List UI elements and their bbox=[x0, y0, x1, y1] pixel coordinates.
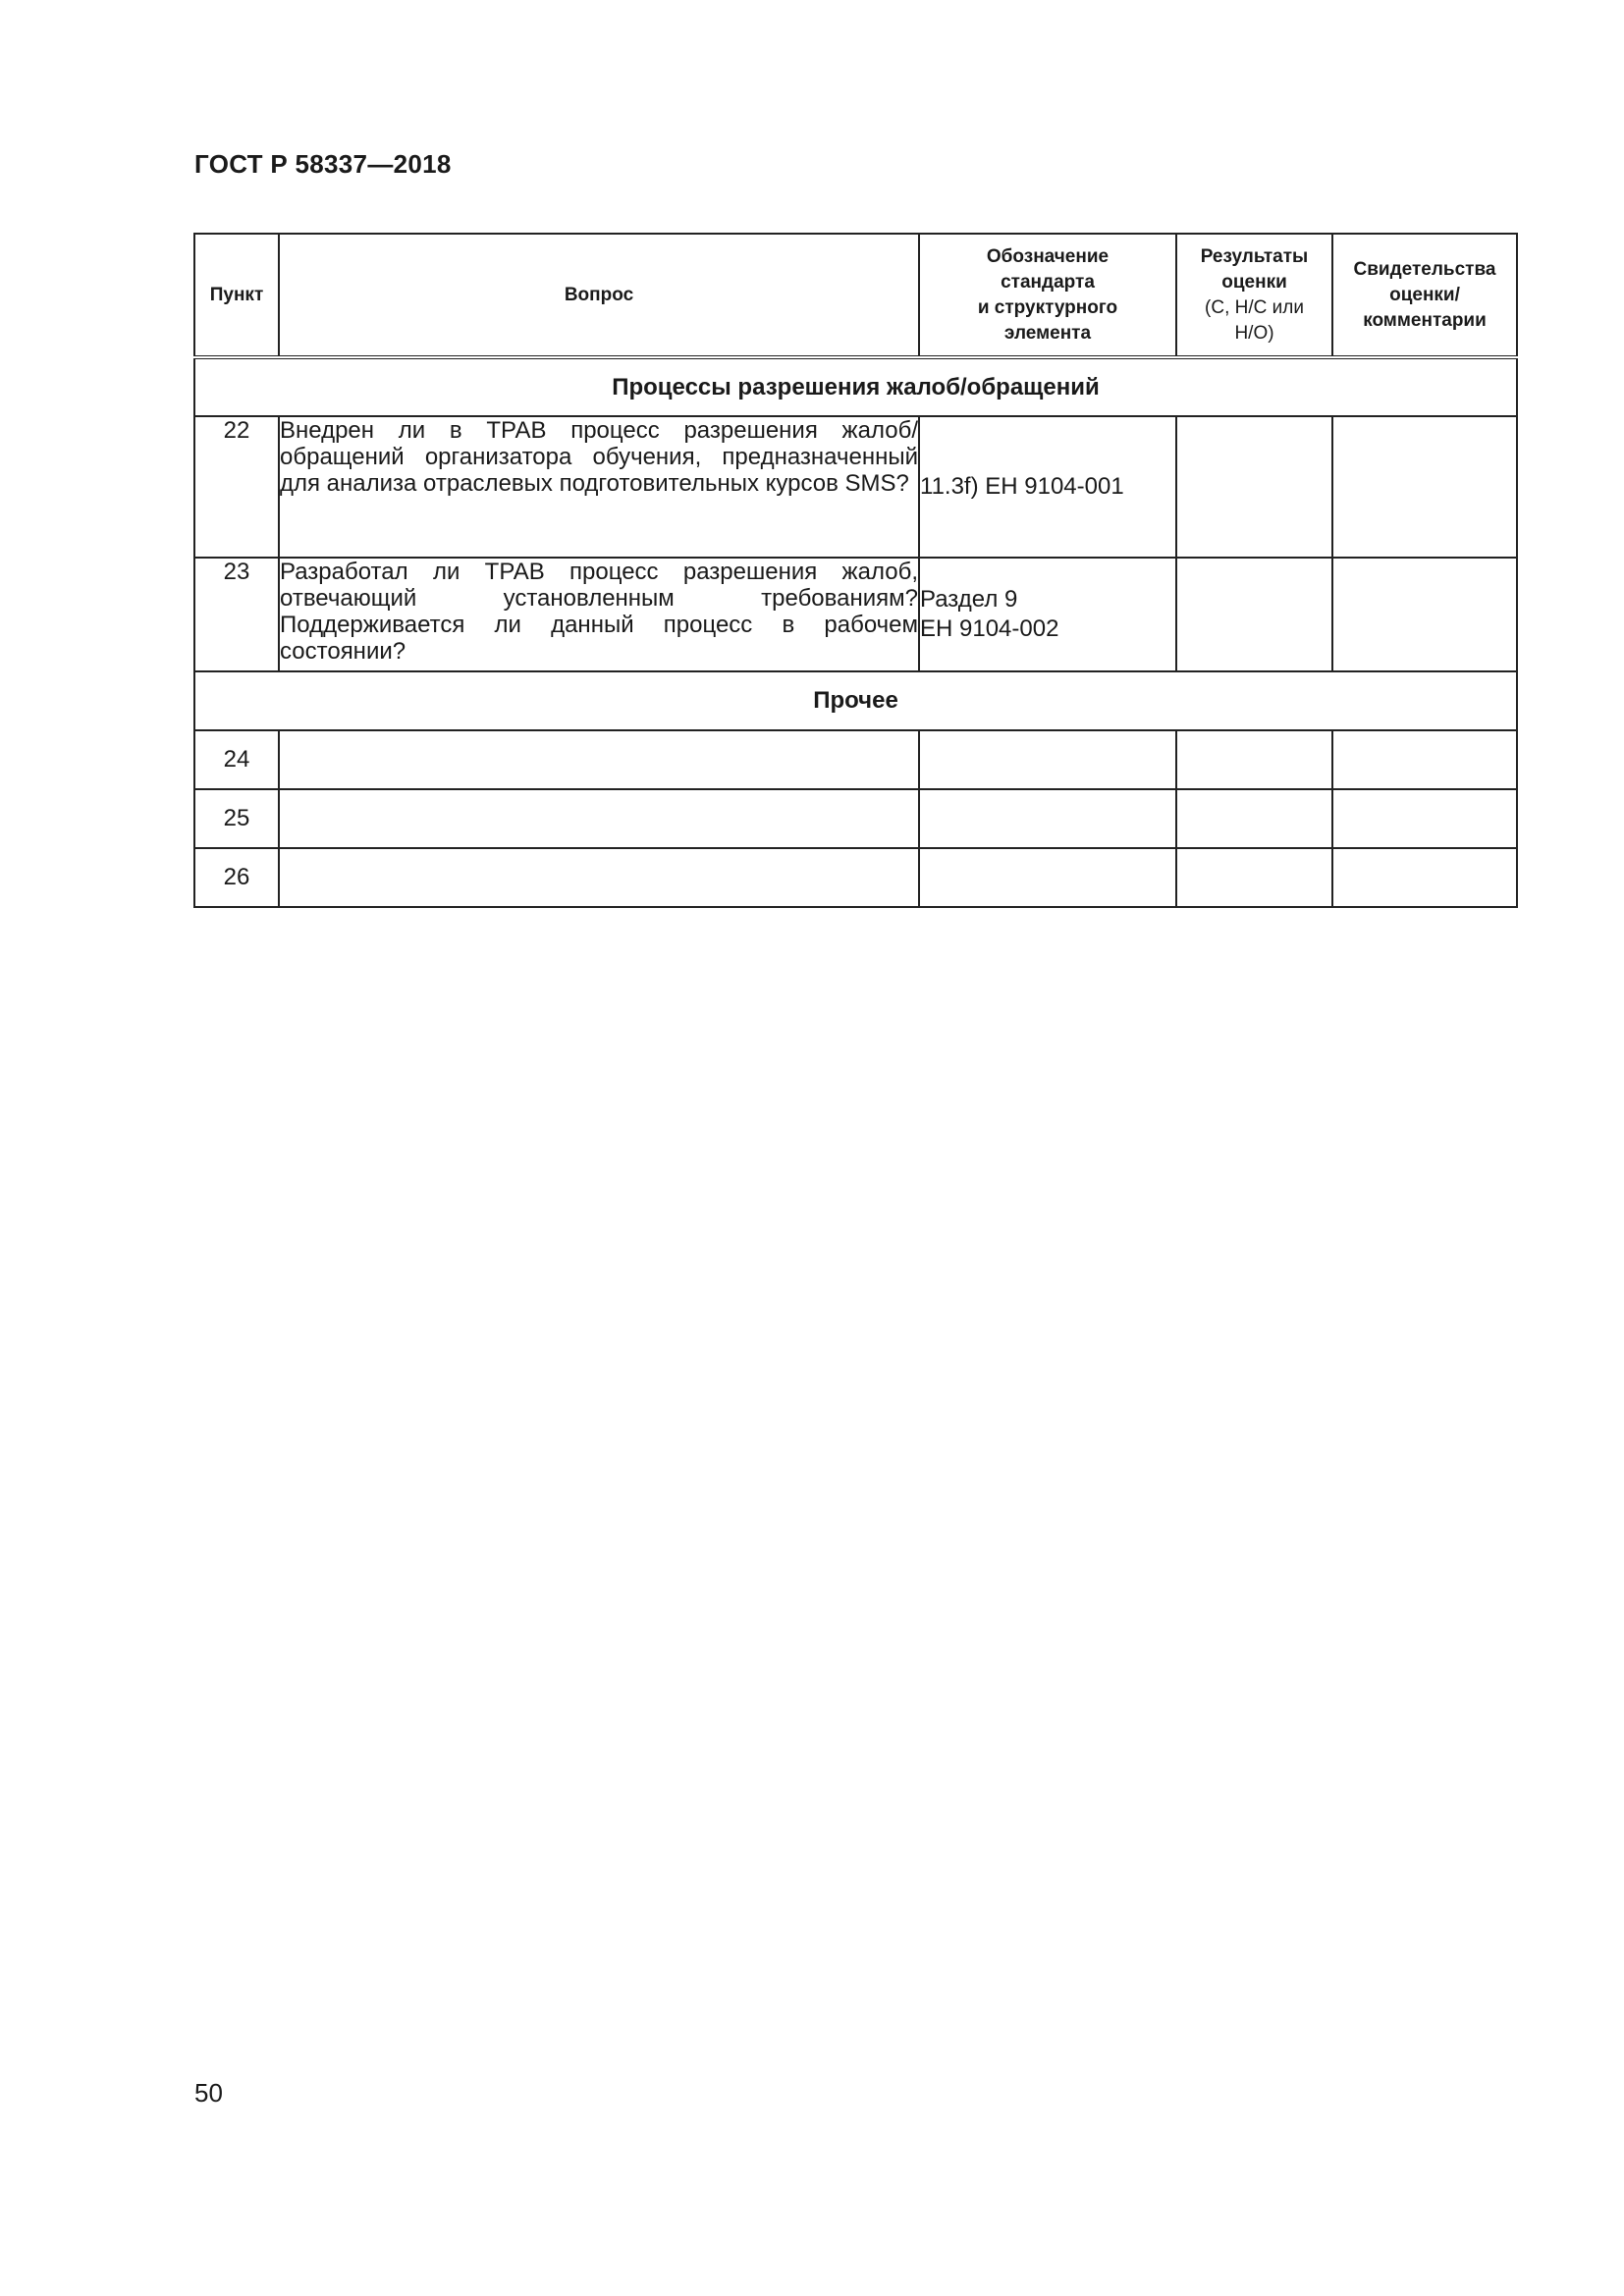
reference-line: EH 9104-002 bbox=[920, 615, 1059, 642]
reference-line: 11.3f) EH 9104-001 bbox=[920, 473, 1124, 500]
column-header-standard-line: элемента bbox=[1003, 322, 1092, 344]
result-cell bbox=[1176, 558, 1332, 671]
item-number: 22 bbox=[194, 416, 279, 558]
result-cell bbox=[1176, 848, 1332, 907]
section-row-complaints bbox=[194, 357, 1517, 416]
column-header-evidence-line: комментарии bbox=[1363, 309, 1487, 331]
column-header-standard bbox=[919, 234, 1176, 357]
result-cell bbox=[1176, 416, 1332, 558]
reference-cell bbox=[919, 416, 1176, 558]
section-title: Прочее bbox=[194, 671, 1517, 730]
table-row bbox=[194, 558, 1517, 671]
evidence-cell bbox=[1332, 848, 1517, 907]
column-header-evidence bbox=[1332, 234, 1517, 357]
question-cell bbox=[279, 789, 919, 848]
reference-cell bbox=[919, 730, 1176, 789]
evidence-cell bbox=[1332, 789, 1517, 848]
evidence-cell bbox=[1332, 730, 1517, 789]
table-row bbox=[194, 730, 1517, 789]
assessment-checklist-table bbox=[193, 233, 1518, 908]
column-header-evidence-line: оценки/ bbox=[1389, 284, 1460, 305]
section-title: Процессы разрешения жалоб/обращений bbox=[194, 357, 1517, 416]
table-header-row bbox=[194, 234, 1517, 357]
column-header-evidence-line: Свидетельства bbox=[1353, 258, 1496, 280]
section-row-other bbox=[194, 671, 1517, 730]
column-header-item: Пункт bbox=[194, 234, 279, 357]
column-header-results-line: Результаты bbox=[1200, 245, 1309, 267]
column-header-question: Вопрос bbox=[279, 234, 919, 357]
column-header-results bbox=[1176, 234, 1332, 357]
result-cell bbox=[1176, 789, 1332, 848]
table-row bbox=[194, 416, 1517, 558]
column-header-standard-line: Обозначение bbox=[986, 245, 1110, 267]
evidence-cell bbox=[1332, 558, 1517, 671]
column-header-results-line: оценки bbox=[1221, 271, 1287, 293]
evidence-cell bbox=[1332, 416, 1517, 558]
column-header-standard-line: и структурного bbox=[977, 296, 1118, 318]
reference-cell bbox=[919, 558, 1176, 671]
question-cell: Внедрен ли в ТРАВ процесс разрешения жалоб/обращений организатора обучения, предназначенный для анализа отраслевых подготовительных курсов SMS? bbox=[279, 416, 919, 558]
table-row bbox=[194, 848, 1517, 907]
question-cell bbox=[279, 848, 919, 907]
item-number: 25 bbox=[194, 789, 279, 848]
reference-line: Раздел 9 bbox=[920, 586, 1018, 613]
result-cell bbox=[1176, 730, 1332, 789]
question-cell: Разработал ли ТРАВ процесс разрешения жалоб, отвечающий установленным требованиям? Поддерживается ли данный процесс в рабочем состоянии? bbox=[279, 558, 919, 671]
question-cell bbox=[279, 730, 919, 789]
page-number: 50 bbox=[194, 2078, 223, 2108]
item-number: 23 bbox=[194, 558, 279, 671]
reference-cell bbox=[919, 848, 1176, 907]
document-code-header: ГОСТ Р 58337—2018 bbox=[194, 149, 452, 179]
table-row bbox=[194, 789, 1517, 848]
column-header-results-line: Н/О) bbox=[1234, 322, 1274, 344]
item-number: 24 bbox=[194, 730, 279, 789]
item-number: 26 bbox=[194, 848, 279, 907]
reference-cell bbox=[919, 789, 1176, 848]
column-header-results-line: (С, Н/С или bbox=[1205, 296, 1304, 318]
column-header-standard-line: стандарта bbox=[1001, 271, 1095, 293]
